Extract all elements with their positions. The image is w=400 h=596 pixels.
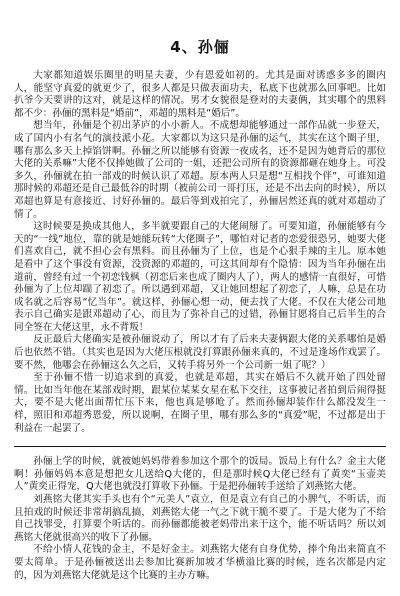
article-body-continued xyxy=(14,456,386,582)
article-body xyxy=(14,70,386,435)
paragraph: 大家都知道娱乐圈里的明星夫妻，少有恩爱如初的。尤其是面对诱惑多多的圈内人，能坚守真爱的就更少了，很多人都是只做表面功夫，私底下也就那么回事吧。比如扒爷今天要讲的这对，就是这样的情况。男才女貌很是登对的夫妻俩，其实哪个的黑料都不少：孙俪的黑料是“婚前”，邓超的黑料是“婚后”。 xyxy=(14,70,386,119)
paragraph: 反正最后大佬确实是被孙俪说动了，所以才有了后来夫妻俩跟大佬的关系哪怕是婚后也依然不错。（其实也是因为大佬压根就没打算跟孙俪来真的，不过是逢场作戏罢了。要不然，他哪会在孙俪这么久之后，又转手将另外一个公司新一姐了呢？） xyxy=(14,334,386,371)
section-divider xyxy=(14,446,386,447)
paragraph: 想当年，孙俪是个初出茅庐的小小新人。不成想却能够通过一部作品就一步登天，成了国内小有名气的演技派小花。大家都以为这只是孙俪的运气，其实在这个圈子里，哪有那么多天上掉馅饼啊。孙俪之所以能够有资源一夜成名，还不是因为她背后的那位大佬的关系嘛”大佬不仅捧她做了公司的一姐，还把公司所有的资源都砸在她身上。可没多久，孙俪就在拍一部戏的时候认识了邓超。原本两人只是想“互相找个伴”，可谁知道那时候的邓超还是自己最低谷的时期（被前公司一哥打压，还是不出去向的时候），所以邓超也算是有意接近、讨好孙俪的。最后等到戏拍完了，孙俪居然还真的就对邓超动了情了。 xyxy=(14,120,386,220)
paragraph: 刘燕铭大佬其实手头也有个“元美人”袁立，但是袁立有自己的小脾气，不听话，而且拍戏的时候还非常胡搞乱搞，刘燕铭大佬一气之下就干脆不要了。于是大佬为了不给自己找罪受，打算要个听话的。而孙俪都能被老妈带出来干这个，能不听话吗？所以刘燕铭大佬就很高兴的收下了孙俪。 xyxy=(14,494,386,543)
paragraph: 至于孙俪不惜一切追求到的真爱，也就是邓超，其实在婚后不久就开始了四处留情。比如当年他在某部戏时期，跟某位某某女星在私下交往，这事被记者拍到后闹得挺大，要不是大佬出面帮忙压下来，他也真是够呛了。然而孙俪却装作什么都没发生一样，照旧和邓超秀恩爱，所以说啊，在圈子里，哪有那么多的“真爱”呢，不过都是出于利益在一起罢了。 xyxy=(14,372,386,434)
paragraph: 不给小情人花钱的金主，不是好金主。刘燕铭大佬有自身优势，捧个角出来简直不要太简单。于是孙俪被送出去参加比赛新加坡才华横溢比赛的时候，连名次都是内定的，因为刘燕铭大佬就是这个比赛的主办方嘛。 xyxy=(14,544,386,581)
paragraph: 孙俪上学的时候，就被她妈妈带着参加这个那个的饭局。饭局上有什么？金主大佬啊！孙俪妈妈本意是想把女儿送给Q大佬的，但是那时候Q大佬已经有了黄奕“玉壶美人”黄奕正得宠，Q大佬也就没打算收下孙俪。于是把孙俪转手送给了刘燕铭大佬。 xyxy=(14,456,386,493)
paragraph: 这时候要是换成其他人，多半就要跟自己的大佬闹掰了。可要知道，孙俪能够有今天的“一线”地位，靠的就是她能玩转“大佬圈子”，哪怕对记者的恋爱很恐另，她要大佬们喜欢自己，就不担心会有黑料。而且孙俪为了上位，也是个心狠手辣的主儿。原本她是看中了这个事没有资源，没资源的邓超的，可这其间却有个隐情：因为当年孙俪在出道前，曾经有过一个初恋钱枫（初恋后来也成了圈内人了），两人的感情一直很好，可惜孙俪为了上位却踹了初恋了。所以遇到邓超，又让她回想起了初恋了，人嘛，总是在功成名就之后容易“忆当年”。就这样，孙俪心想一动，便去找了大佬。不仅在大佬公司地表示自己确实是跟邓超动了心，而且为了弥补自己的过错，孙俪甘愿将自己后半生的合同全签在大佬这里，永不背叛！ xyxy=(14,221,386,333)
article-title: 4、孙俪 xyxy=(170,38,230,56)
